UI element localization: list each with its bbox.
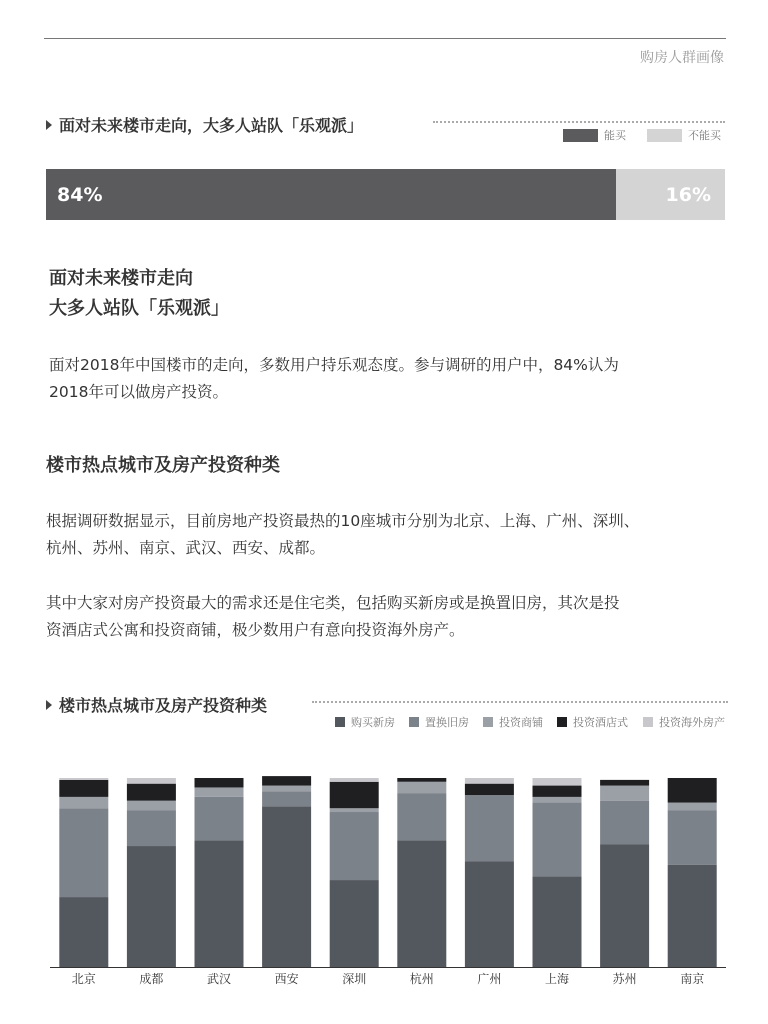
bar-segment-4-city-9 [600,780,649,786]
legend-item-cannot-buy [647,127,721,143]
bar-segment-5-city-7 [465,778,514,784]
bar-segment-3-city-10 [668,803,717,811]
legend-item-shop [483,714,543,730]
percentage-bar [46,169,725,220]
legend-swatch-overseas [643,717,653,727]
x-tick-label: 西安 [274,972,299,986]
legend-item-overseas [643,714,725,730]
bar-segment-4-city-8 [533,786,582,797]
legend-item-hotel [557,714,628,730]
bar-segment-4-city-1 [59,780,108,797]
bar-segment-1-city-4 [262,806,311,967]
x-tick-label: 成都 [139,972,164,986]
section2-para1-line2: 杭州、苏州、南京、武汉、西安、成都。 [46,539,326,557]
bar-segment-1-city-9 [600,844,649,967]
bar-segment-1-city-2 [127,846,176,967]
bar-segment-2-city-1 [59,808,108,897]
top-divider [44,38,726,39]
intro-line-1: 面对2018年中国楼市的走向，多数用户持乐观态度。参与调研的用户中，84%认为 [49,356,619,374]
bar-segment-1-city-8 [533,876,582,967]
stacked-bar-chart [0,760,768,1000]
section2-para2-line1: 其中大家对房产投资最大的需求还是住宅类，包括购买新房或是换置旧房，其次是投 [46,594,620,612]
percentage-bar-cannot-buy [616,169,725,220]
bar-segment-3-city-2 [127,801,176,810]
triangle-bullet-icon [46,700,52,710]
bar-segment-4-city-5 [330,782,379,808]
bar-segment-2-city-9 [600,801,649,844]
x-tick-label: 北京 [71,972,96,986]
bar-segment-1-city-3 [195,840,244,967]
bar-segment-3-city-9 [600,786,649,801]
headline-line-1: 面对未来楼市走向 [49,268,193,289]
bar-segment-2-city-10 [668,810,717,865]
x-tick-label: 上海 [544,972,570,986]
legend-label-overseas: 投资海外房产 [659,716,725,729]
bar-segment-4-city-4 [262,776,311,785]
chart-title [46,693,267,716]
bar-segment-3-city-1 [59,797,108,808]
percentage-bar-can-buy [46,169,616,220]
bar-segment-1-city-7 [465,861,514,967]
bar-segment-3-city-8 [533,797,582,803]
x-tick-label: 深圳 [342,972,367,986]
section1-dotted-line [433,121,725,123]
bar-segment-1-city-6 [397,840,446,967]
bar-segment-1-city-5 [330,880,379,967]
x-tick-label: 南京 [680,972,705,986]
bar-segment-2-city-2 [127,810,176,846]
bar-segment-3-city-6 [397,782,446,793]
legend-swatch-shop [483,717,493,727]
legend-item-new-house [335,714,395,730]
section1-title-text: 面对未来楼市走向，大多人站队「乐观派」 [59,116,364,135]
intro-line-2: 2018年可以做房产投资。 [49,383,228,401]
x-tick-label: 广州 [477,972,502,986]
bar-segment-2-city-6 [397,793,446,840]
bar-segment-1-city-10 [668,865,717,967]
triangle-bullet-icon [46,120,52,130]
bar-segment-5-city-1 [59,778,108,780]
page-header-label: 购房人群画像 [640,50,724,66]
legend-label-can-buy: 能买 [604,129,626,142]
bar-segment-2-city-5 [330,812,379,880]
bar-segment-5-city-5 [330,778,379,782]
legend-swatch-cannot-buy [647,129,682,142]
section1-title [46,113,363,136]
section2-heading: 楼市热点城市及房产投资种类 [46,455,280,476]
bar-segment-3-city-4 [262,786,311,792]
legend-swatch-can-buy [563,129,598,142]
section2-para1-line1: 根据调研数据显示，目前房地产投资最热的10座城市分别为北京、上海、广州、深圳、 [46,512,640,530]
x-tick-label: 苏州 [612,972,637,986]
bar-segment-2-city-3 [195,797,244,840]
bar-segment-4-city-10 [668,778,717,803]
bar-segment-2-city-4 [262,791,311,806]
bar-segment-4-city-7 [465,784,514,795]
bar-segment-5-city-2 [127,778,176,784]
chart-title-text: 楼市热点城市及房产投资种类 [59,696,268,715]
legend-item-can-buy [563,127,626,143]
section2-para2-line2: 资酒店式公寓和投资商铺，极少数用户有意向投资海外房产。 [46,621,465,639]
x-tick-label: 杭州 [409,972,434,986]
bar-segment-3-city-3 [195,787,244,796]
x-tick-label: 武汉 [206,972,232,986]
bar-segment-2-city-8 [533,803,582,877]
legend-label-new-house: 购买新房 [351,716,395,729]
chart-dotted-line [312,701,728,703]
legend-label-cannot-buy: 不能买 [688,129,721,142]
bar-segment-5-city-8 [533,778,582,786]
bar-segment-1-city-1 [59,897,108,967]
bar-segment-4-city-3 [195,778,244,787]
legend-label-shop: 投资商铺 [499,716,543,729]
headline-line-2: 大多人站队「乐观派」 [49,298,229,319]
bar-segment-4-city-2 [127,784,176,801]
legend-swatch-hotel [557,717,567,727]
cannot-buy-percent-label: 16% [665,183,711,206]
legend-label-replace-house: 置换旧房 [425,716,469,729]
bar-segment-3-city-5 [330,808,379,812]
legend-swatch-new-house [335,717,345,727]
legend-swatch-replace-house [409,717,419,727]
bar-segment-2-city-7 [465,795,514,861]
bar-segment-4-city-6 [397,778,446,782]
can-buy-percent-label: 84% [57,183,103,206]
legend-label-hotel: 投资酒店式 [573,716,628,729]
legend-item-replace-house [409,714,469,730]
